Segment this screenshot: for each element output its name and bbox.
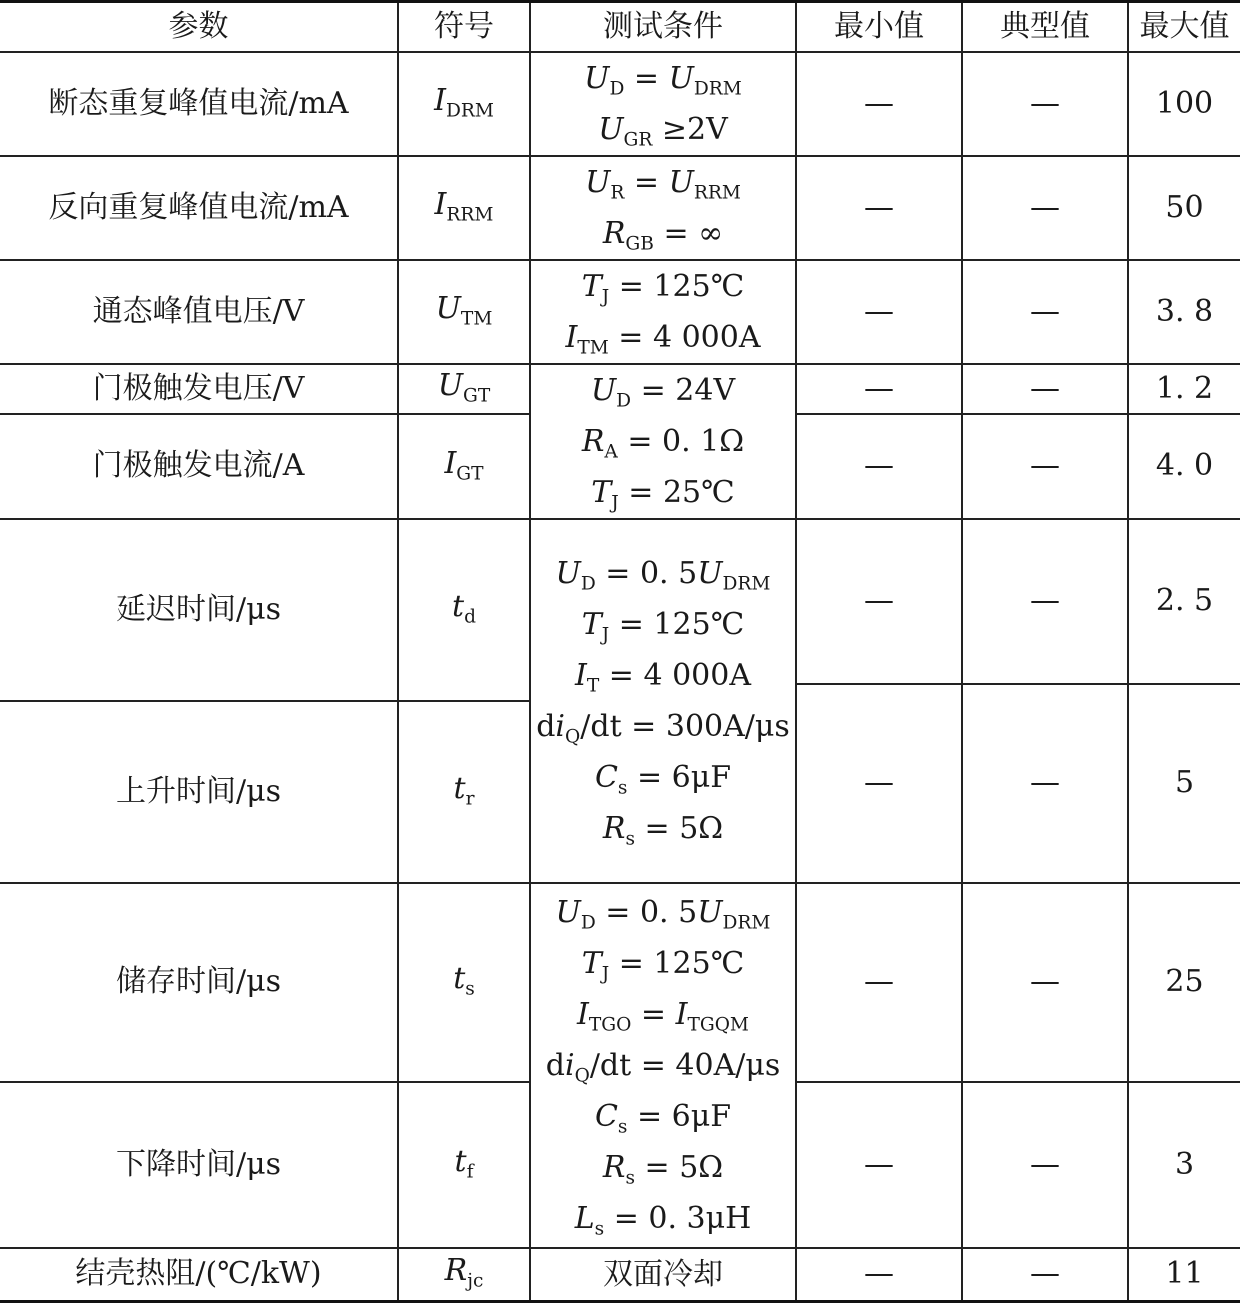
header-param: 参数 xyxy=(0,2,398,52)
conditions-cell xyxy=(530,52,796,156)
typ-cell: — xyxy=(962,684,1128,883)
typ-cell: — xyxy=(962,364,1128,415)
symbol-cell: $U_{GT}$ xyxy=(398,364,530,415)
max-cell: 5 xyxy=(1128,684,1240,883)
max-cell: 4. 0 xyxy=(1128,414,1240,518)
condition-line: $U_R = U_{RRM}$ xyxy=(585,164,741,203)
condition-line: $I_{TM} = 4$ 000A xyxy=(565,319,761,358)
typ-cell: — xyxy=(962,156,1128,260)
max-cell: 100 xyxy=(1128,52,1240,156)
header-typ: 典型值 xyxy=(962,2,1128,52)
max-cell: 3 xyxy=(1128,1082,1240,1248)
condition-line: $T_J$ = 125℃ xyxy=(581,268,745,307)
min-cell: — xyxy=(796,156,962,260)
conditions-cell xyxy=(530,883,796,1248)
condition-line: $U_D = 24V$ xyxy=(590,372,736,411)
condition-line: $di_Q/dt = 40A/\mu s$ xyxy=(545,1047,781,1086)
max-cell: 25 xyxy=(1128,883,1240,1082)
max-cell: 50 xyxy=(1128,156,1240,260)
condition-line: $U_D = 0$. $5U_{DRM}$ xyxy=(555,555,771,594)
param-cell: 门极触发电压/V xyxy=(0,364,398,415)
typ-cell: — xyxy=(962,414,1128,518)
condition-line: $U_D = U_{DRM}$ xyxy=(584,60,742,99)
condition-line: $L_s = 0$. 3μH xyxy=(574,1200,752,1239)
typ-cell: — xyxy=(962,519,1128,684)
header-row xyxy=(0,2,1240,52)
min-cell: — xyxy=(796,414,962,518)
min-cell: — xyxy=(796,52,962,156)
min-cell: — xyxy=(796,1082,962,1248)
param-cell: 通态峰值电压/V xyxy=(0,260,398,364)
min-cell: — xyxy=(796,519,962,684)
condition-line: $di_Q/dt = 300A/\mu s$ xyxy=(536,708,790,747)
condition-line: 双面冷却 xyxy=(603,1256,723,1292)
min-cell: — xyxy=(796,684,962,883)
header-conditions: 测试条件 xyxy=(530,2,796,52)
condition-line: $U_{GR} \ge 2V$ xyxy=(598,111,728,150)
condition-line: $R_s = 5\Omega$ xyxy=(602,810,724,849)
condition-line: $R_A = 0$. 1Ω xyxy=(581,423,745,462)
param-cell: 断态重复峰值电流/mA xyxy=(0,52,398,156)
condition-line: $C_s = 6\mu F$ xyxy=(594,1098,732,1137)
param-cell: 上升时间/μs xyxy=(0,701,398,883)
symbol-cell: $I_{DRM}$ xyxy=(398,52,530,156)
min-cell: — xyxy=(796,260,962,364)
symbol-cell: $t_d$ xyxy=(398,519,530,701)
typ-cell: — xyxy=(962,1248,1128,1302)
symbol-cell: $I_{GT}$ xyxy=(398,414,530,518)
table-row xyxy=(0,1248,1240,1302)
condition-line: $U_D = 0$. $5U_{DRM}$ xyxy=(555,894,771,933)
min-cell: — xyxy=(796,364,962,415)
condition-line: $I_T = 4$ 000A xyxy=(574,657,752,696)
param-cell: 反向重复峰值电流/mA xyxy=(0,156,398,260)
max-cell: 11 xyxy=(1128,1248,1240,1302)
typ-cell: — xyxy=(962,260,1128,364)
conditions-cell xyxy=(530,260,796,364)
conditions-cell xyxy=(530,1248,796,1302)
typ-cell: — xyxy=(962,1082,1128,1248)
conditions-cell xyxy=(530,519,796,883)
condition-line: $R_s = 5\Omega$ xyxy=(602,1149,724,1188)
condition-line: $R_{GB}$ = ∞ xyxy=(602,215,724,254)
table-row xyxy=(0,364,1240,415)
symbol-cell: $t_f$ xyxy=(398,1082,530,1248)
conditions-cell xyxy=(530,156,796,260)
symbol-cell: $t_r$ xyxy=(398,701,530,883)
table-row xyxy=(0,883,1240,1082)
max-cell: 3. 8 xyxy=(1128,260,1240,364)
typ-cell: — xyxy=(962,52,1128,156)
max-cell: 2. 5 xyxy=(1128,519,1240,684)
condition-line: $T_J$ = 25℃ xyxy=(591,474,735,513)
symbol-cell: $R_{jc}$ xyxy=(398,1248,530,1302)
table-row xyxy=(0,156,1240,260)
min-cell: — xyxy=(796,883,962,1082)
condition-line: $T_J$ = 125℃ xyxy=(581,606,745,645)
param-cell: 门极触发电流/A xyxy=(0,414,398,518)
param-cell: 储存时间/μs xyxy=(0,883,398,1082)
condition-line: $C_s = 6\mu F$ xyxy=(594,759,732,798)
typ-cell: — xyxy=(962,883,1128,1082)
header-min: 最小值 xyxy=(796,2,962,52)
param-cell: 下降时间/μs xyxy=(0,1082,398,1248)
max-cell: 1. 2 xyxy=(1128,364,1240,415)
condition-line: $T_J$ = 125℃ xyxy=(581,945,745,984)
conditions-cell xyxy=(530,364,796,519)
param-cell: 延迟时间/μs xyxy=(0,519,398,701)
header-symbol: 符号 xyxy=(398,2,530,52)
table-row xyxy=(0,52,1240,156)
condition-line: $I_{TGO} = I_{TGQM}$ xyxy=(577,996,749,1035)
symbol-cell: $I_{RRM}$ xyxy=(398,156,530,260)
header-max: 最大值 xyxy=(1128,2,1240,52)
min-cell: — xyxy=(796,1248,962,1302)
table-row xyxy=(0,260,1240,364)
symbol-cell: $t_s$ xyxy=(398,883,530,1082)
table-row xyxy=(0,519,1240,684)
symbol-cell: $U_{TM}$ xyxy=(398,260,530,364)
param-cell: 结壳热阻/(℃/kW) xyxy=(0,1248,398,1302)
